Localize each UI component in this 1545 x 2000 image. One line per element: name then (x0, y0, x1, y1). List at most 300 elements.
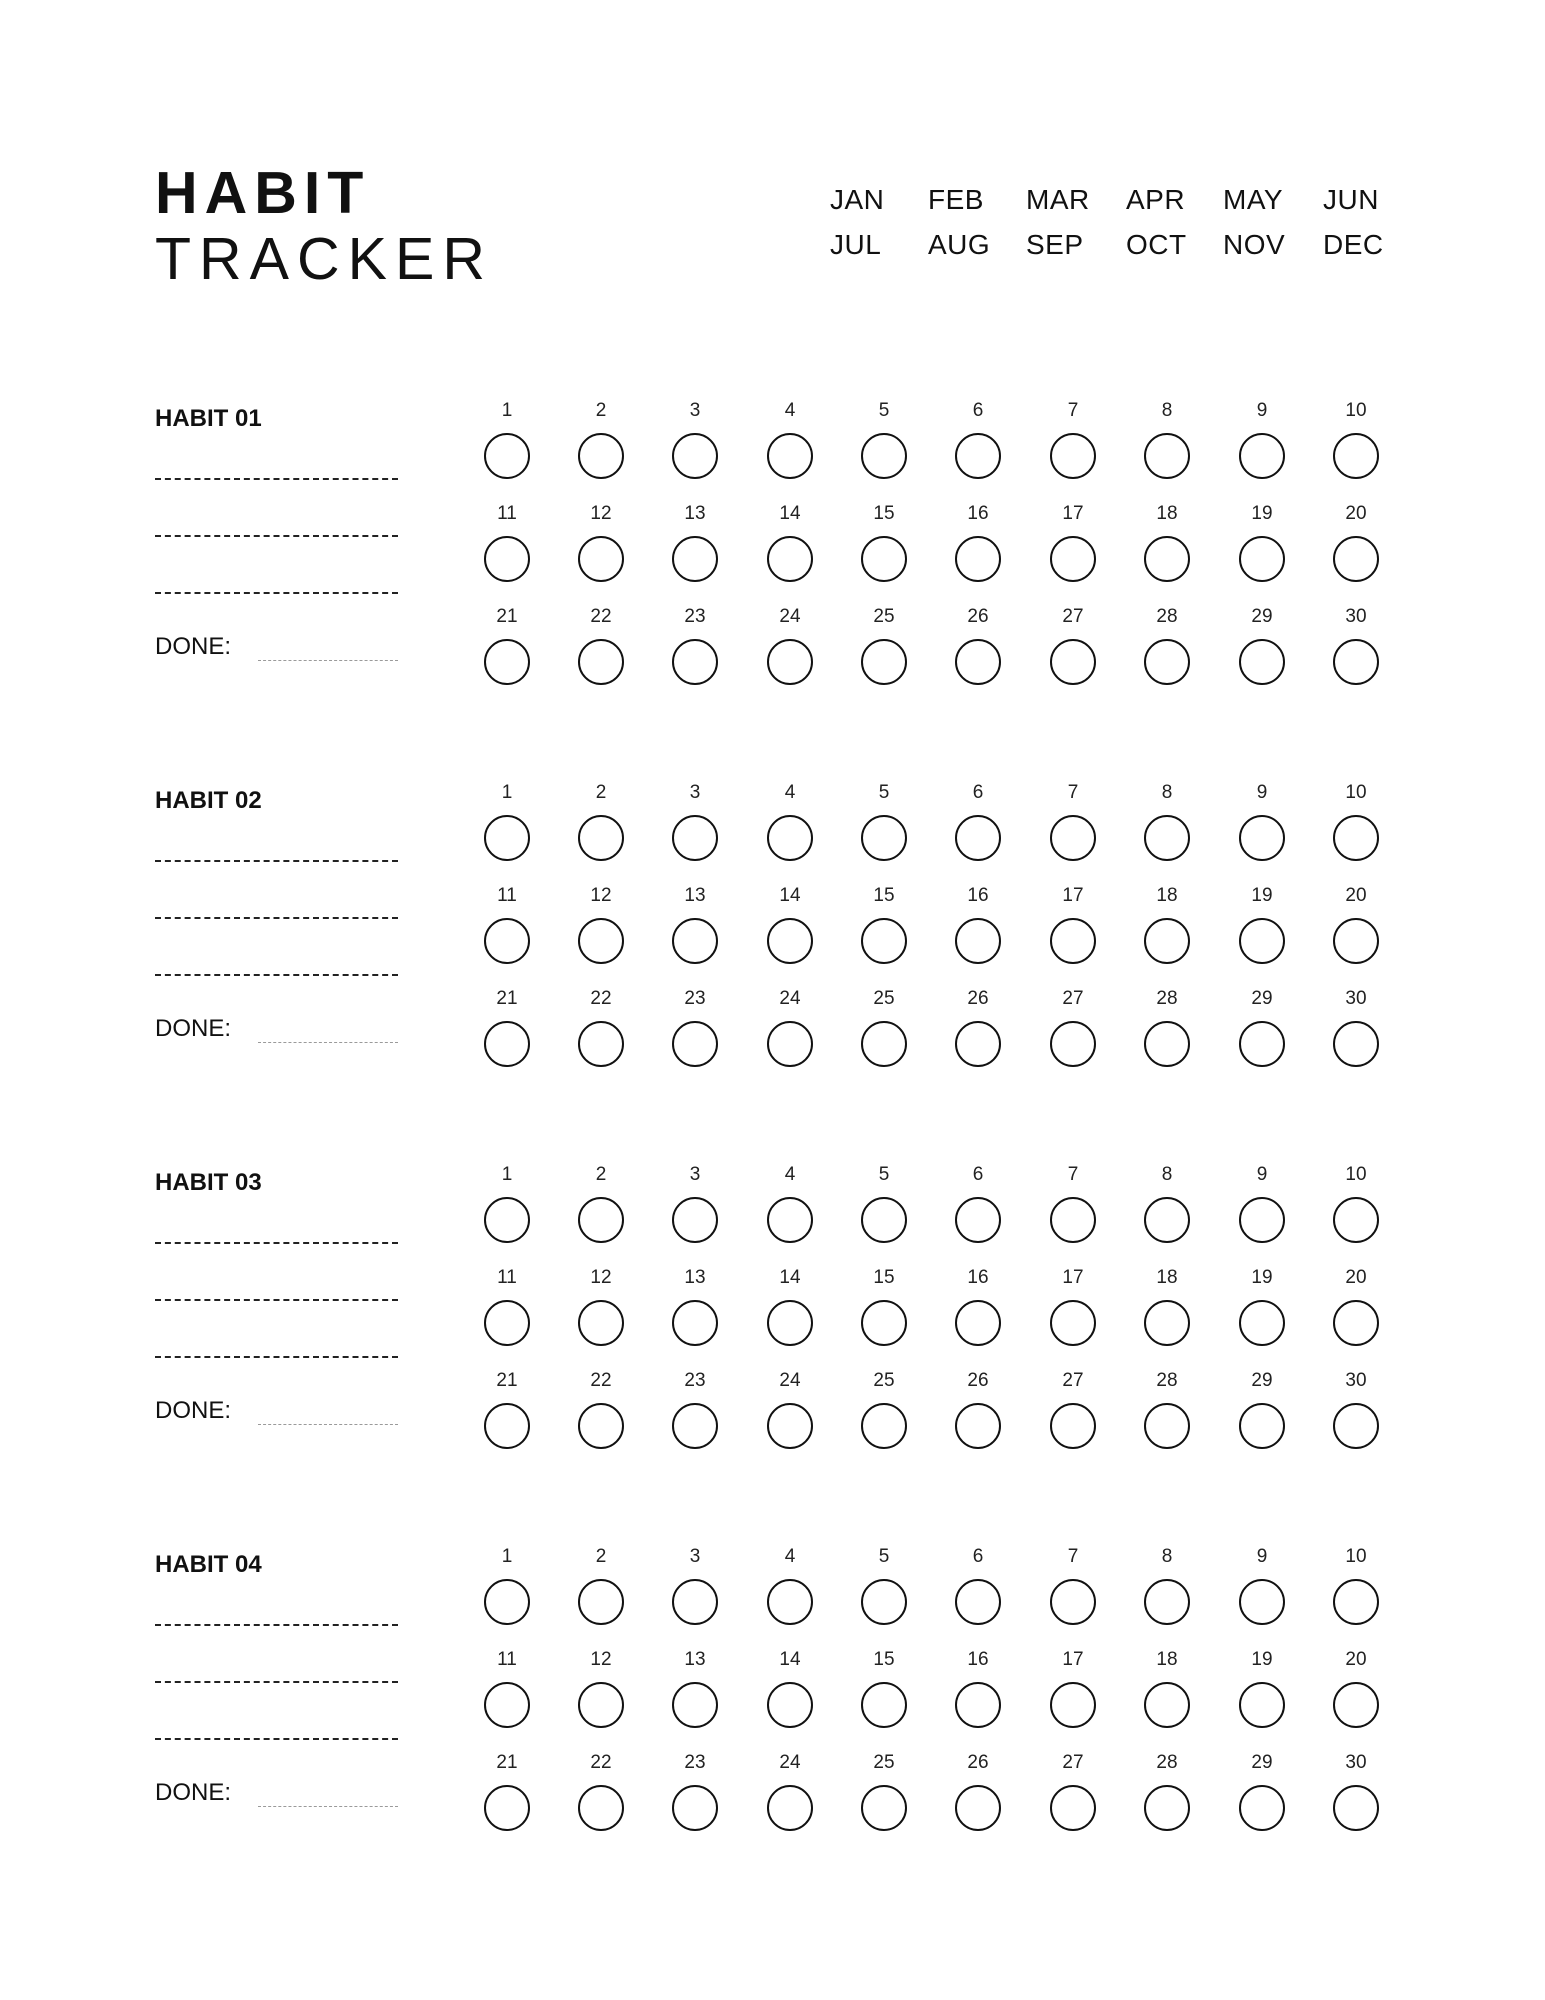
day-checkbox-circle[interactable] (578, 536, 624, 582)
day-checkbox-circle[interactable] (767, 1403, 813, 1449)
day-checkbox-circle[interactable] (955, 1300, 1001, 1346)
day-number: 6 (972, 1164, 984, 1185)
day-number: 29 (1251, 606, 1273, 627)
habit-note-line[interactable] (155, 1356, 398, 1358)
day-checkbox-circle[interactable] (1144, 1785, 1190, 1831)
day-cell (665, 1164, 725, 1254)
day-checkbox-circle[interactable] (578, 1197, 624, 1243)
day-checkbox-circle[interactable] (1239, 536, 1285, 582)
day-number: 5 (878, 782, 890, 803)
day-cell (948, 988, 1008, 1078)
day-checkbox-circle[interactable] (861, 639, 907, 685)
habit-name: HABIT 04 (155, 1551, 262, 1578)
day-checkbox-circle[interactable] (1144, 815, 1190, 861)
day-checkbox-circle[interactable] (1050, 1300, 1096, 1346)
day-cell (854, 1546, 914, 1636)
day-checkbox-circle[interactable] (955, 918, 1001, 964)
day-cell (665, 606, 725, 696)
day-number: 24 (779, 606, 801, 627)
day-checkbox-circle[interactable] (1333, 1197, 1379, 1243)
day-checkbox-circle[interactable] (1239, 1197, 1285, 1243)
day-checkbox-circle[interactable] (955, 639, 1001, 685)
day-cell (571, 1164, 631, 1254)
day-number: 10 (1345, 782, 1367, 803)
month-jun[interactable]: JUN (1323, 184, 1379, 215)
day-number: 15 (873, 885, 895, 906)
day-checkbox-circle[interactable] (1144, 1579, 1190, 1625)
day-cell (665, 988, 725, 1078)
day-number: 20 (1345, 1267, 1367, 1288)
day-cell (760, 988, 820, 1078)
day-number: 25 (873, 1370, 895, 1391)
day-cell (477, 1649, 537, 1739)
day-number: 10 (1345, 1546, 1367, 1567)
day-cell (477, 1546, 537, 1636)
day-checkbox-circle[interactable] (1144, 433, 1190, 479)
day-checkbox-circle[interactable] (1144, 639, 1190, 685)
day-cell (948, 400, 1008, 490)
day-checkbox-circle[interactable] (672, 639, 718, 685)
day-checkbox-circle[interactable] (672, 1403, 718, 1449)
day-checkbox-circle[interactable] (767, 815, 813, 861)
done-count-line[interactable] (258, 660, 398, 661)
day-checkbox-circle[interactable] (1239, 918, 1285, 964)
month-may[interactable]: MAY (1223, 184, 1284, 215)
day-number: 15 (873, 1649, 895, 1670)
habit-block (0, 782, 1545, 1102)
day-number: 11 (497, 1649, 517, 1670)
day-checkbox-circle[interactable] (1050, 918, 1096, 964)
day-checkbox-circle[interactable] (1050, 639, 1096, 685)
day-checkbox-circle[interactable] (861, 536, 907, 582)
day-number: 28 (1156, 1370, 1178, 1391)
day-cell (1043, 1546, 1103, 1636)
habit-name: HABIT 02 (155, 787, 262, 814)
day-cell (1326, 606, 1386, 696)
day-number: 19 (1251, 1267, 1273, 1288)
day-checkbox-circle[interactable] (484, 918, 530, 964)
day-checkbox-circle[interactable] (955, 1579, 1001, 1625)
habit-note-line[interactable] (155, 860, 398, 862)
day-checkbox-circle[interactable] (484, 1579, 530, 1625)
day-checkbox-circle[interactable] (861, 1682, 907, 1728)
day-checkbox-circle[interactable] (861, 433, 907, 479)
day-cell (948, 782, 1008, 872)
day-checkbox-circle[interactable] (1144, 918, 1190, 964)
day-cell (1137, 1267, 1197, 1357)
day-checkbox-circle[interactable] (955, 1785, 1001, 1831)
day-number: 1 (501, 400, 513, 421)
month-oct[interactable]: OCT (1126, 229, 1187, 260)
day-cell (665, 1267, 725, 1357)
day-cell (948, 1546, 1008, 1636)
day-number: 30 (1345, 1752, 1367, 1773)
day-number: 2 (595, 1546, 607, 1567)
day-number: 3 (689, 400, 701, 421)
day-cell (1232, 400, 1292, 490)
day-cell (1043, 885, 1103, 975)
day-checkbox-circle[interactable] (767, 1785, 813, 1831)
month-jan[interactable]: JAN (830, 184, 885, 215)
day-number: 9 (1256, 400, 1268, 421)
day-checkbox-circle[interactable] (672, 918, 718, 964)
day-number: 6 (972, 782, 984, 803)
day-number: 16 (967, 1267, 989, 1288)
day-checkbox-circle[interactable] (955, 1682, 1001, 1728)
day-checkbox-circle[interactable] (672, 1579, 718, 1625)
day-number: 12 (590, 1649, 612, 1670)
day-checkbox-circle[interactable] (767, 433, 813, 479)
day-checkbox-circle[interactable] (672, 1682, 718, 1728)
done-label: DONE: (155, 633, 232, 660)
day-cell (1232, 1752, 1292, 1842)
day-checkbox-circle[interactable] (672, 1300, 718, 1346)
day-checkbox-circle[interactable] (1239, 1785, 1285, 1831)
day-checkbox-circle[interactable] (767, 639, 813, 685)
day-cell (665, 1370, 725, 1460)
day-checkbox-circle[interactable] (1050, 1021, 1096, 1067)
day-cell (1137, 782, 1197, 872)
day-checkbox-circle[interactable] (955, 1403, 1001, 1449)
day-cell (1232, 782, 1292, 872)
day-cell (948, 1370, 1008, 1460)
day-cell (1043, 503, 1103, 593)
day-number: 11 (497, 1267, 517, 1288)
done-label: DONE: (155, 1015, 232, 1042)
day-number: 7 (1067, 1164, 1079, 1185)
done-label: DONE: (155, 1779, 232, 1806)
day-checkbox-circle[interactable] (1144, 1197, 1190, 1243)
day-checkbox-circle[interactable] (672, 815, 718, 861)
month-jul[interactable]: JUL (830, 229, 882, 260)
month-dec[interactable]: DEC (1323, 229, 1384, 260)
day-checkbox-circle[interactable] (1144, 1021, 1190, 1067)
day-checkbox-circle[interactable] (1333, 639, 1379, 685)
day-checkbox-circle[interactable] (861, 815, 907, 861)
day-cell (1043, 1649, 1103, 1739)
day-checkbox-circle[interactable] (767, 1021, 813, 1067)
day-number: 22 (590, 1370, 612, 1391)
day-number: 4 (784, 1164, 796, 1185)
day-cell (1137, 1752, 1197, 1842)
day-number: 22 (590, 988, 612, 1009)
day-cell (1326, 503, 1386, 593)
day-number: 1 (501, 782, 513, 803)
day-number: 27 (1062, 988, 1084, 1009)
day-checkbox-circle[interactable] (1050, 1682, 1096, 1728)
day-cell (665, 782, 725, 872)
day-checkbox-circle[interactable] (578, 1300, 624, 1346)
day-checkbox-circle[interactable] (767, 1682, 813, 1728)
day-number: 12 (590, 885, 612, 906)
day-checkbox-circle[interactable] (1333, 815, 1379, 861)
day-number: 18 (1156, 1649, 1178, 1670)
day-cell (1326, 782, 1386, 872)
day-checkbox-circle[interactable] (578, 1785, 624, 1831)
habit-note-line[interactable] (155, 1624, 398, 1626)
day-cell (1232, 1267, 1292, 1357)
day-cell (854, 1164, 914, 1254)
day-cell (477, 400, 537, 490)
day-checkbox-circle[interactable] (1050, 815, 1096, 861)
day-number: 2 (595, 400, 607, 421)
day-checkbox-circle[interactable] (578, 918, 624, 964)
day-checkbox-circle[interactable] (1050, 1579, 1096, 1625)
day-cell (665, 1649, 725, 1739)
day-checkbox-circle[interactable] (1050, 536, 1096, 582)
day-number: 7 (1067, 1546, 1079, 1567)
day-cell (948, 606, 1008, 696)
day-cell (571, 400, 631, 490)
day-number: 14 (779, 1649, 801, 1670)
day-checkbox-circle[interactable] (861, 1579, 907, 1625)
done-count-line[interactable] (258, 1806, 398, 1807)
day-checkbox-circle[interactable] (578, 1682, 624, 1728)
day-cell (477, 1164, 537, 1254)
day-checkbox-circle[interactable] (484, 639, 530, 685)
day-number: 12 (590, 1267, 612, 1288)
day-number: 4 (784, 400, 796, 421)
day-number: 17 (1062, 1267, 1084, 1288)
day-checkbox-circle[interactable] (484, 1785, 530, 1831)
day-checkbox-circle[interactable] (578, 1579, 624, 1625)
day-cell (1326, 885, 1386, 975)
habit-note-line[interactable] (155, 1299, 398, 1301)
day-checkbox-circle[interactable] (1333, 536, 1379, 582)
habit-note-line[interactable] (155, 1242, 398, 1244)
day-number: 3 (689, 1546, 701, 1567)
day-checkbox-circle[interactable] (578, 1021, 624, 1067)
day-checkbox-circle[interactable] (955, 1197, 1001, 1243)
day-checkbox-circle[interactable] (484, 1682, 530, 1728)
day-cell (477, 1752, 537, 1842)
day-checkbox-circle[interactable] (1333, 433, 1379, 479)
day-number: 28 (1156, 988, 1178, 1009)
day-cell (1137, 400, 1197, 490)
day-checkbox-circle[interactable] (1144, 1403, 1190, 1449)
day-checkbox-circle[interactable] (767, 1197, 813, 1243)
day-number: 5 (878, 400, 890, 421)
day-checkbox-circle[interactable] (861, 1785, 907, 1831)
day-cell (665, 885, 725, 975)
day-checkbox-circle[interactable] (1333, 1403, 1379, 1449)
day-checkbox-circle[interactable] (1239, 1403, 1285, 1449)
day-checkbox-circle[interactable] (1333, 918, 1379, 964)
day-cell (477, 503, 537, 593)
day-number: 3 (689, 782, 701, 803)
day-checkbox-circle[interactable] (1239, 1021, 1285, 1067)
day-number: 25 (873, 606, 895, 627)
day-number: 25 (873, 988, 895, 1009)
day-cell (1326, 988, 1386, 1078)
done-label: DONE: (155, 1397, 232, 1424)
day-number: 13 (684, 503, 706, 524)
day-number: 3 (689, 1164, 701, 1185)
day-checkbox-circle[interactable] (1239, 1682, 1285, 1728)
habit-note-line[interactable] (155, 478, 398, 480)
day-cell (854, 988, 914, 1078)
day-checkbox-circle[interactable] (578, 815, 624, 861)
day-checkbox-circle[interactable] (484, 815, 530, 861)
day-checkbox-circle[interactable] (955, 536, 1001, 582)
day-checkbox-circle[interactable] (955, 1021, 1001, 1067)
habit-name: HABIT 03 (155, 1169, 262, 1196)
day-checkbox-circle[interactable] (1333, 1021, 1379, 1067)
done-count-line[interactable] (258, 1042, 398, 1043)
day-checkbox-circle[interactable] (767, 536, 813, 582)
day-number: 27 (1062, 1370, 1084, 1391)
habit-note-line[interactable] (155, 917, 398, 919)
day-checkbox-circle[interactable] (767, 1579, 813, 1625)
day-cell (948, 1649, 1008, 1739)
day-cell (760, 1752, 820, 1842)
day-cell (1137, 503, 1197, 593)
day-cell (854, 1267, 914, 1357)
day-number: 24 (779, 1752, 801, 1773)
day-checkbox-circle[interactable] (861, 1197, 907, 1243)
day-checkbox-circle[interactable] (861, 1300, 907, 1346)
day-checkbox-circle[interactable] (1050, 433, 1096, 479)
day-cell (1043, 606, 1103, 696)
day-checkbox-circle[interactable] (861, 918, 907, 964)
month-sep[interactable]: SEP (1026, 229, 1084, 260)
day-checkbox-circle[interactable] (1239, 1300, 1285, 1346)
day-checkbox-circle[interactable] (1333, 1579, 1379, 1625)
habit-note-line[interactable] (155, 974, 398, 976)
habit-block (0, 1164, 1545, 1484)
day-checkbox-circle[interactable] (672, 1021, 718, 1067)
day-cell (477, 1267, 537, 1357)
habit-note-line[interactable] (155, 1681, 398, 1683)
day-cell (477, 988, 537, 1078)
day-number: 8 (1161, 1546, 1173, 1567)
day-number: 2 (595, 782, 607, 803)
day-cell (760, 782, 820, 872)
done-count-line[interactable] (258, 1424, 398, 1425)
day-checkbox-circle[interactable] (767, 918, 813, 964)
day-cell (571, 1370, 631, 1460)
day-checkbox-circle[interactable] (484, 1021, 530, 1067)
day-cell (1232, 1649, 1292, 1739)
day-number: 13 (684, 885, 706, 906)
day-checkbox-circle[interactable] (1239, 433, 1285, 479)
day-checkbox-circle[interactable] (578, 433, 624, 479)
day-cell (571, 606, 631, 696)
day-number: 28 (1156, 1752, 1178, 1773)
day-cell (1326, 1546, 1386, 1636)
day-checkbox-circle[interactable] (578, 639, 624, 685)
day-number: 9 (1256, 782, 1268, 803)
day-checkbox-circle[interactable] (767, 1300, 813, 1346)
day-checkbox-circle[interactable] (1050, 1197, 1096, 1243)
day-number: 19 (1251, 1649, 1273, 1670)
day-number: 26 (967, 606, 989, 627)
day-checkbox-circle[interactable] (484, 1403, 530, 1449)
day-checkbox-circle[interactable] (1239, 639, 1285, 685)
day-checkbox-circle[interactable] (1144, 536, 1190, 582)
day-cell (1232, 1546, 1292, 1636)
day-number: 14 (779, 1267, 801, 1288)
day-number: 18 (1156, 885, 1178, 906)
day-number: 2 (595, 1164, 607, 1185)
day-checkbox-circle[interactable] (861, 1021, 907, 1067)
month-apr[interactable]: APR (1126, 184, 1186, 215)
day-checkbox-circle[interactable] (484, 433, 530, 479)
habit-block (0, 400, 1545, 720)
habit-note-line[interactable] (155, 592, 398, 594)
day-checkbox-circle[interactable] (1239, 815, 1285, 861)
day-checkbox-circle[interactable] (1239, 1579, 1285, 1625)
day-checkbox-circle[interactable] (672, 1197, 718, 1243)
day-checkbox-circle[interactable] (1050, 1403, 1096, 1449)
day-checkbox-circle[interactable] (672, 433, 718, 479)
day-cell (1326, 1267, 1386, 1357)
month-nov[interactable]: NOV (1223, 229, 1286, 260)
day-checkbox-circle[interactable] (484, 1197, 530, 1243)
day-cell (854, 503, 914, 593)
month-mar[interactable]: MAR (1026, 184, 1090, 215)
month-aug[interactable]: AUG (928, 229, 991, 260)
day-number: 16 (967, 885, 989, 906)
day-cell (571, 782, 631, 872)
day-checkbox-circle[interactable] (672, 1785, 718, 1831)
day-cell (1326, 400, 1386, 490)
day-number: 13 (684, 1649, 706, 1670)
day-cell (665, 400, 725, 490)
day-cell (948, 503, 1008, 593)
day-number: 27 (1062, 606, 1084, 627)
day-cell (1326, 1370, 1386, 1460)
day-number: 11 (497, 503, 517, 524)
day-checkbox-circle[interactable] (1050, 1785, 1096, 1831)
day-cell (948, 885, 1008, 975)
title-line-tracker: TRACKER (155, 226, 493, 292)
day-checkbox-circle[interactable] (1144, 1682, 1190, 1728)
day-cell (760, 1267, 820, 1357)
day-cell (571, 1546, 631, 1636)
day-cell (1137, 606, 1197, 696)
day-number: 30 (1345, 988, 1367, 1009)
day-checkbox-circle[interactable] (861, 1403, 907, 1449)
day-cell (571, 1649, 631, 1739)
day-checkbox-circle[interactable] (578, 1403, 624, 1449)
day-cell (1232, 1370, 1292, 1460)
day-checkbox-circle[interactable] (1333, 1785, 1379, 1831)
day-checkbox-circle[interactable] (484, 536, 530, 582)
day-cell (1137, 1649, 1197, 1739)
day-checkbox-circle[interactable] (1333, 1300, 1379, 1346)
day-cell (854, 606, 914, 696)
day-number: 16 (967, 503, 989, 524)
day-cell (1043, 1267, 1103, 1357)
day-cell (1326, 1649, 1386, 1739)
month-feb[interactable]: FEB (928, 184, 984, 215)
day-cell (760, 1164, 820, 1254)
day-cell (854, 1649, 914, 1739)
day-checkbox-circle[interactable] (955, 815, 1001, 861)
day-checkbox-circle[interactable] (955, 433, 1001, 479)
day-number: 17 (1062, 885, 1084, 906)
day-cell (854, 1752, 914, 1842)
day-number: 4 (784, 1546, 796, 1567)
day-checkbox-circle[interactable] (672, 536, 718, 582)
day-number: 22 (590, 1752, 612, 1773)
habit-note-line[interactable] (155, 535, 398, 537)
day-checkbox-circle[interactable] (1144, 1300, 1190, 1346)
habit-note-line[interactable] (155, 1738, 398, 1740)
day-checkbox-circle[interactable] (484, 1300, 530, 1346)
day-checkbox-circle[interactable] (1333, 1682, 1379, 1728)
